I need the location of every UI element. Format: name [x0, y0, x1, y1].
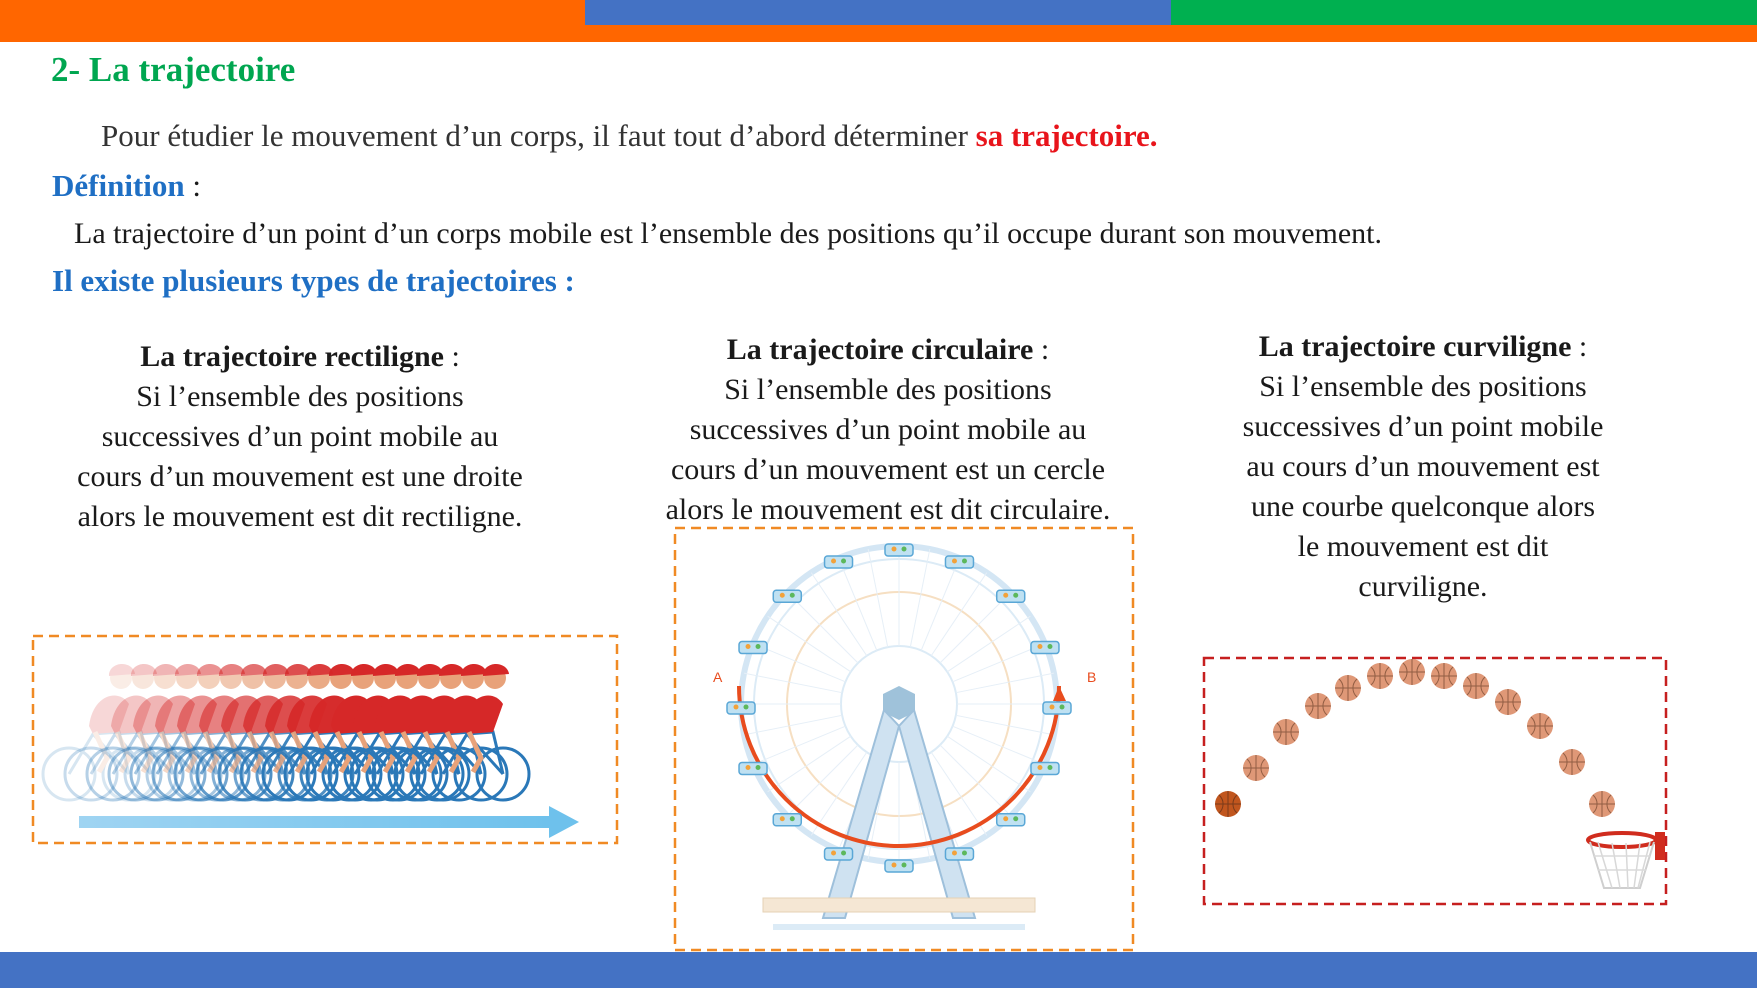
basketball — [1559, 749, 1585, 775]
rectilinear-title: La trajectoire rectiligne — [140, 340, 444, 373]
basketball — [1527, 713, 1553, 739]
curvilinear-line-6: curviligne. — [1358, 570, 1488, 603]
definition-label: Définition — [52, 168, 185, 203]
intro-highlight: sa trajectoire. — [975, 118, 1158, 153]
rectilinear-line-2: successives d’un point mobile au — [101, 420, 499, 453]
point-b-label: B — [1087, 669, 1097, 685]
curvilinear-title: La trajectoire curviligne — [1258, 330, 1572, 363]
rectilinear-colon: : — [443, 340, 460, 373]
ferris-wheel — [727, 544, 1071, 930]
circular-line-2: successives d’un point mobile au — [689, 413, 1087, 446]
ferris-cabin — [945, 556, 973, 568]
curvilinear-line-5: le mouvement est dit — [1297, 530, 1549, 563]
rectilinear-line-1: Si l’ensemble des positions — [136, 380, 464, 413]
ferris-cabin — [1031, 762, 1059, 774]
ferris-wheel-figure — [673, 526, 1135, 952]
curvilinear-line-3: au cours d’un mouvement est — [1246, 450, 1600, 483]
ferris-cabin — [739, 762, 767, 774]
circular-line-4: alors le mouvement est dit circulaire. — [665, 493, 1111, 526]
cyclist-sequence — [43, 664, 529, 800]
basketball — [1273, 719, 1299, 745]
ferris-cabin — [885, 544, 913, 556]
circular-line-3: cours d’un mouvement est un cercle — [670, 453, 1106, 486]
basketball-figure — [1202, 656, 1668, 906]
rectilinear-line-3: cours d’un mouvement est une droite — [77, 460, 523, 493]
definition-colon: : — [184, 168, 201, 203]
ferris-cabin — [773, 590, 801, 602]
basketball — [1431, 663, 1457, 689]
ferris-cabin — [885, 860, 913, 872]
basketball-sequence — [1215, 659, 1615, 817]
ferris-cabin — [997, 814, 1025, 826]
rectilinear-description — [40, 337, 560, 537]
curvilinear-line-4: une courbe quelconque alors — [1250, 490, 1596, 523]
ferris-cabin — [739, 642, 767, 654]
basketball-hoop — [1588, 832, 1665, 888]
rectilinear-line-4: alors le mouvement est dit rectiligne. — [77, 500, 523, 533]
bottom-color-band — [0, 952, 1757, 988]
intro-text: Pour étudier le mouvement d’un corps, il faut tout d’abord déterminer — [101, 118, 976, 153]
ferris-cabin — [773, 814, 801, 826]
top-band-orange-strip — [0, 25, 1757, 42]
definition-text: La trajectoire d’un point d’un corps mobile est l’ensemble des positions qu’il occupe durant son mouvement. — [74, 217, 1383, 250]
circular-colon: : — [1033, 333, 1050, 366]
basketball — [1215, 791, 1241, 817]
definition-heading — [52, 168, 201, 204]
curvilinear-colon: : — [1571, 330, 1588, 363]
basketball — [1243, 755, 1269, 781]
types-heading: Il existe plusieurs types de trajectoires : — [52, 263, 575, 298]
basketball — [1495, 689, 1521, 715]
top-band-green — [1171, 0, 1757, 25]
basketball — [1589, 791, 1615, 817]
basketball — [1335, 675, 1361, 701]
circular-line-1: Si l’ensemble des positions — [724, 373, 1052, 406]
curvilinear-line-1: Si l’ensemble des positions — [1259, 370, 1587, 403]
top-band-orange — [0, 0, 585, 25]
ferris-cabin — [825, 848, 853, 860]
cyclist-figure — [31, 634, 619, 845]
top-color-band — [0, 0, 1757, 42]
motion-arrow-shaft — [79, 816, 549, 828]
ferris-cabin — [1031, 642, 1059, 654]
basketball — [1399, 659, 1425, 685]
curvilinear-line-2: successives d’un point mobile — [1242, 410, 1604, 443]
ferris-cabin — [997, 590, 1025, 602]
top-band-blue — [585, 0, 1171, 25]
curvilinear-description — [1163, 327, 1683, 607]
circular-title: La trajectoire circulaire — [726, 333, 1034, 366]
circular-description — [628, 330, 1148, 530]
motion-arrow-head — [549, 806, 579, 838]
ferris-cabin — [945, 848, 973, 860]
ferris-cabin — [1043, 702, 1071, 714]
basketball — [1463, 673, 1489, 699]
basketball — [1305, 693, 1331, 719]
basketball — [1367, 663, 1393, 689]
section-heading: 2- La trajectoire — [51, 50, 296, 89]
point-a-label: A — [713, 669, 723, 685]
ferris-cabin — [825, 556, 853, 568]
ferris-cabin — [727, 702, 755, 714]
intro-paragraph — [101, 118, 1158, 154]
